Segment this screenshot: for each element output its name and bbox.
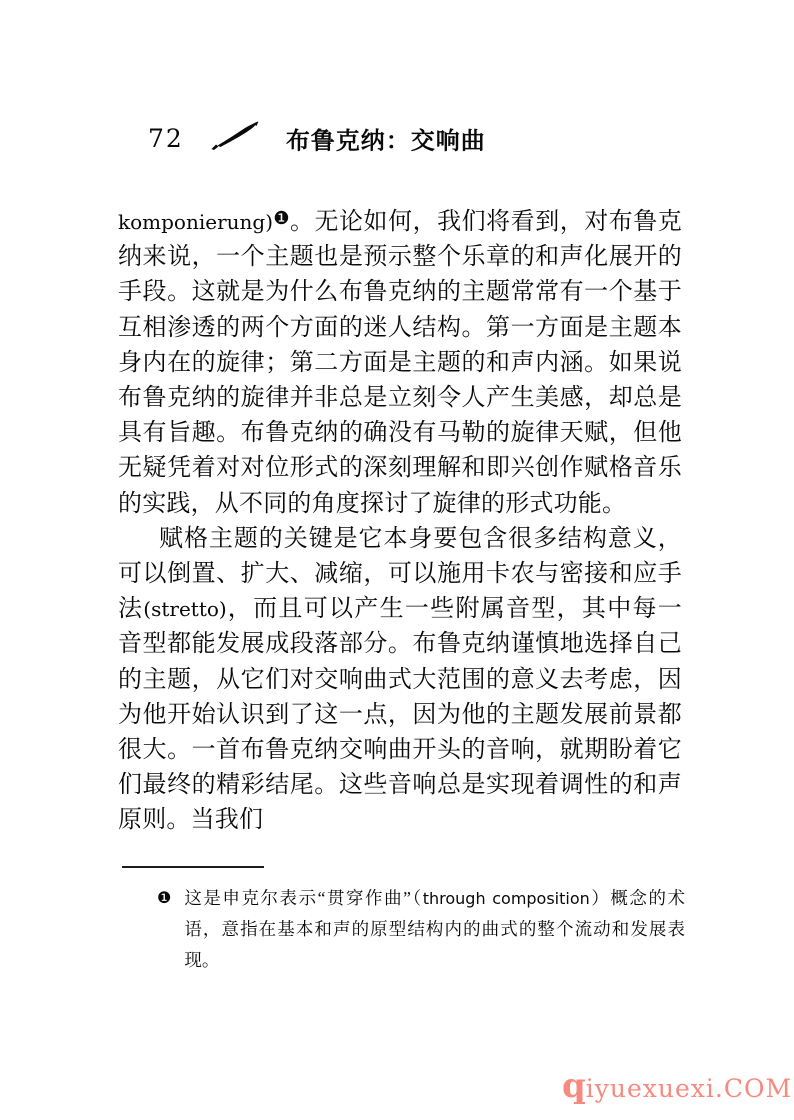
paragraph-2-text-after: ，而且可以产生一些附属音型，其中每一音型都能发展成段落部分。布鲁克纳谨慎地选择自己的主题，从它们对交响曲式大范围的意义去考虑，因为他开始认识到了这一点，因为他的主题发展前景都很大。一首布鲁克纳交响曲开头的音响，就期盼着它们最终的精彩结尾。这些音响总是实现着调性的和声原则。当我们 <box>118 596 682 834</box>
latin-word: komponierung) <box>118 210 274 234</box>
paragraph-1 <box>118 205 682 522</box>
paragraph-1-text: 。无论如何，我们将看到，对布鲁克纳来说，一个主题也是预示整个乐章的和声化展开的手段。这就是为什么布鲁克纳的主题常常有一个基于互相渗透的两个方面的迷人结构。第一方面是主题本身内在的旋律；第二方面是主题的和声内涵。如果说布鲁克纳的旋律并非总是立刻令人产生美感，却总是具有旨趣。布鲁克纳的确没有马勒的旋律天赋，但他无疑凭着对对位形式的深刻理解和即兴创作赋格音乐的实践，从不同的角度探讨了旋律的形式功能。 <box>118 209 682 517</box>
footnote-latin-term: through composition <box>422 889 590 908</box>
footnote-text-before: 这是申克尔表示“贯穿作曲”（ <box>184 888 423 908</box>
footnote-divider <box>122 866 264 868</box>
footnote <box>157 883 685 976</box>
watermark <box>562 1066 792 1106</box>
chapter-title: 布鲁克纳：交响曲 <box>285 128 486 154</box>
body-text <box>118 205 682 839</box>
page-header <box>148 120 486 156</box>
page-number: 72 <box>148 123 184 153</box>
paragraph-2-text-before: 赋格主题的关键是它本身要包含很多结构意义，可以倒置、扩大、减缩，可以施用卡农与密接和应手法 <box>118 525 682 623</box>
fountain-pen-icon <box>210 121 260 155</box>
footnote-text-after: ）概念的术语，意指在基本和声的原型结构内的曲式的整个流动和发展表现。 <box>184 888 685 970</box>
footnote-marker: ❶ <box>157 890 172 907</box>
latin-word-stretto: (stretto) <box>143 597 227 622</box>
watermark-rest: iyuexuexi.COM <box>585 1074 793 1103</box>
footnote-text <box>184 883 685 976</box>
watermark-initial: q <box>562 1066 586 1106</box>
paragraph-2 <box>118 522 682 839</box>
footnote-ref-marker: ❶ <box>273 208 290 228</box>
